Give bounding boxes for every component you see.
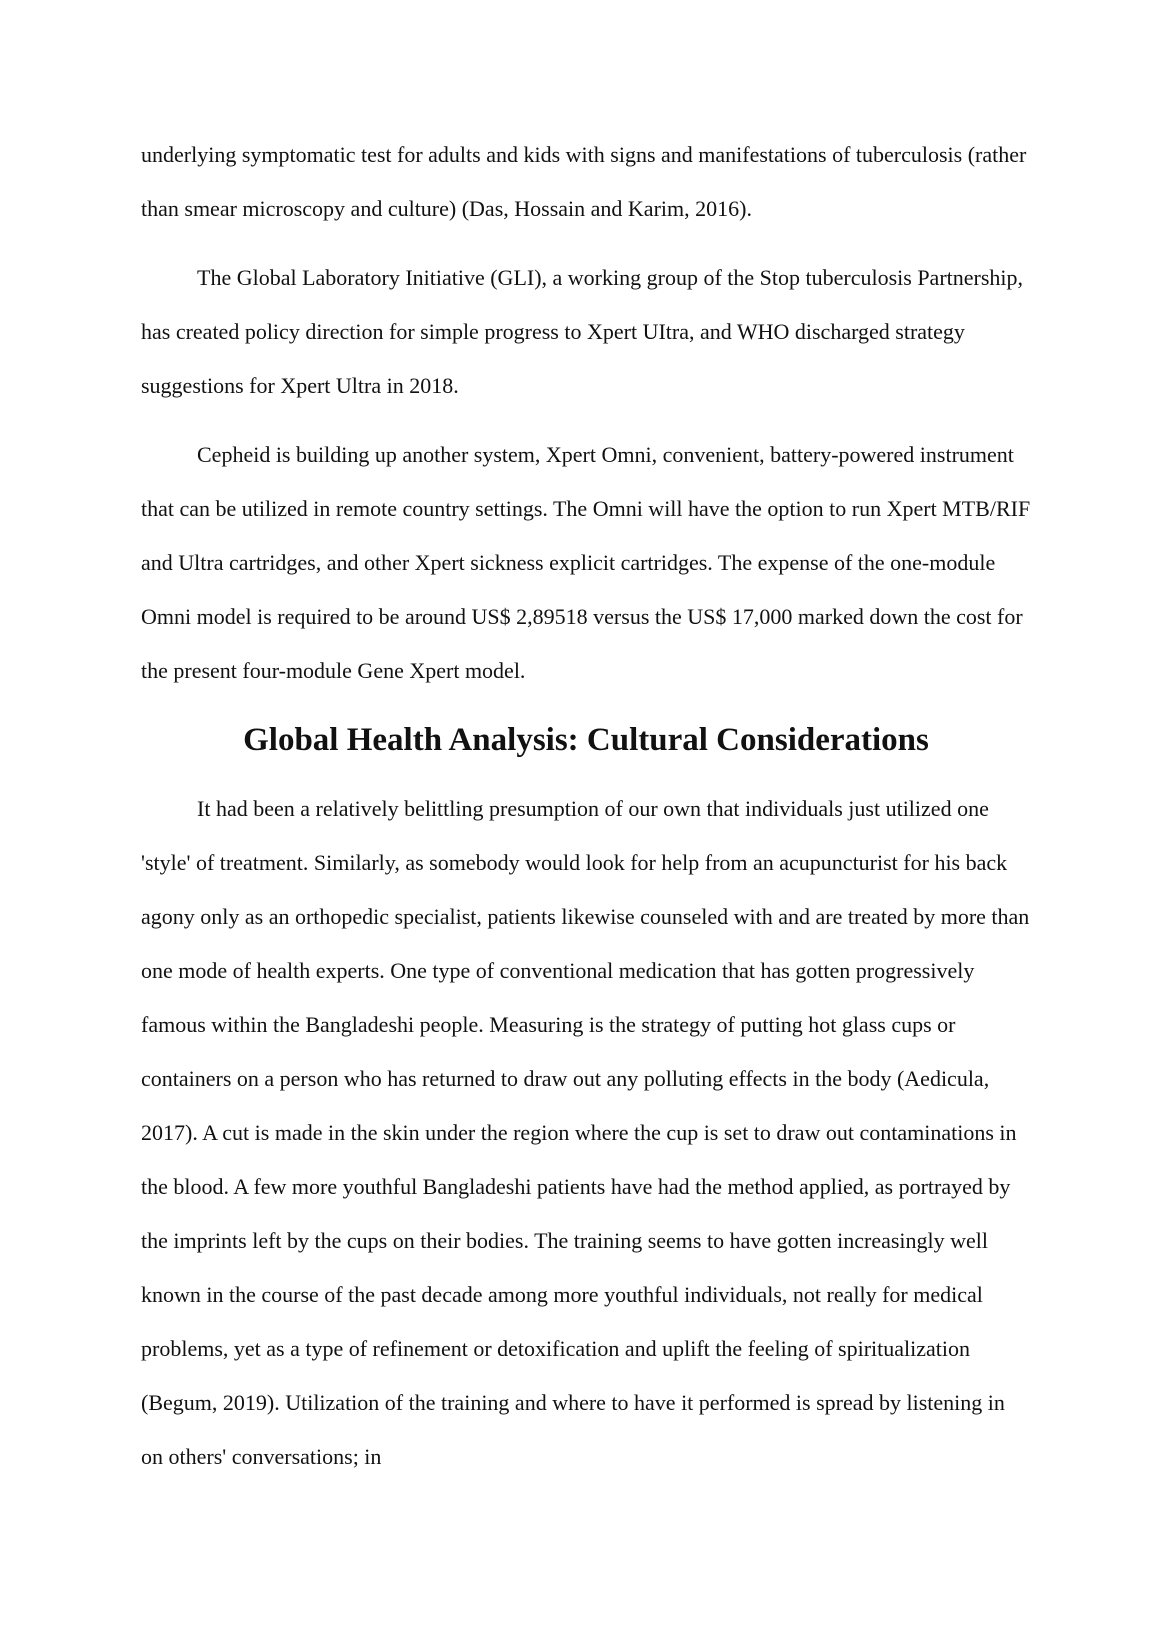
section-heading: Global Health Analysis: Cultural Considerations [243,722,929,758]
paragraph-xpert-omni: Cepheid is building up another system, Xpert Omni, convenient, battery-powered instrument that can be utilized in remote country settings. The Omni will have the option to run Xpert MTB/RIF and Ultra cartridges, and other Xpert sickness explicit cartridges. The expense of the one-module Omni model is required to be around US$ 2,89518 versus the US$ 17,000 marked down the cost for the present four-module Gene Xpert model. [141,442,1031,683]
paragraph-cultural-considerations: It had been a relatively belittling presumption of our own that individuals just utilized one 'style' of treatment. Similarly, as somebody would look for help from an acupuncturist for his back agony only as an orthopedic specialist, patients likewise counseled with and are treated by more than one mode of health experts. One type of conventional medication that has gotten progressively famous within the Bangladeshi people. Measuring is the strategy of putting hot glass cups or containers on a person who has returned to draw out any polluting effects in the body (Aedicula, 2017). A cut is made in the skin under the region where the cup is set to draw out contaminations in the blood. A few more youthful Bangladeshi patients have had the method applied, as portrayed by the imprints left by the cups on their bodies. The training seems to have gotten increasingly well known in the course of the past decade among more youthful individuals, not really for medical problems, yet as a type of refinement or detoxification and uplift the feeling of spiritualization (Begum, 2019). Utilization of the training and where to have it performed is spread by listening in on others' conversations; in [141,796,1030,1469]
document-body [141,128,1031,1499]
paragraph-gli-policy: The Global Laboratory Initiative (GLI), a working group of the Stop tuberculosis Partnership, has created policy direction for simple progress to Xpert UItra, and WHO discharged strategy suggestions for Xpert Ultra in 2018. [141,265,1024,398]
paragraph-continuation: underlying symptomatic test for adults and kids with signs and manifestations of tuberculosis (rather than smear microscopy and culture) (Das, Hossain and Karim, 2016). [141,142,1027,221]
